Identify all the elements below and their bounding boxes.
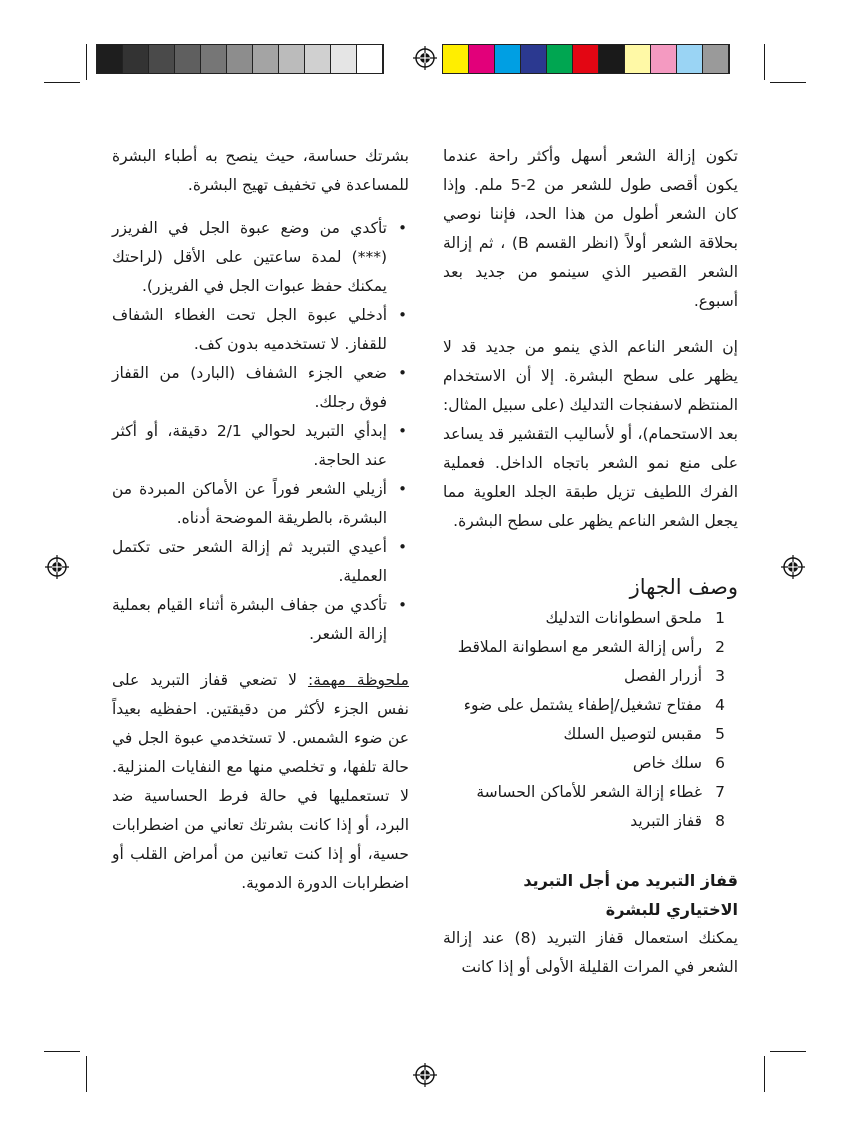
color-swatch xyxy=(677,45,703,73)
registration-mark-top-icon xyxy=(413,46,437,70)
continuation-paragraph: بشرتك حساسة، حيث ينصح به أطباء البشرة للمساعدة في تخفيف تهيج البشرة. xyxy=(112,147,409,194)
color-swatch xyxy=(547,45,573,73)
color-swatch xyxy=(573,45,599,73)
color-swatch xyxy=(521,45,547,73)
intro-paragraph: تكون إزالة الشعر أسهل وأكثر راحة عندما يكون أقصى طول للشعر من 2-5 ملم. وإذا كان الشعر أطول من هذا الحد، فإننا نوصي بحلاقة الشعر أولاً (انظر القسم B) ، ثم إزالة الشعر القصير الذي سينمو من جديد بعد أسبوع. xyxy=(443,147,739,310)
bullet-icon: • xyxy=(398,422,407,440)
cooling-glove-heading-line1: قفاز التبريد من أجل التبريد xyxy=(523,871,738,890)
trim-mark-top-right-v xyxy=(764,44,765,80)
cooling-step: • أعيدي التبريد ثم إزالة الشعر حتى تكتمل العملية. xyxy=(112,533,409,591)
trim-mark-top-left-h xyxy=(44,82,80,83)
parts-list-item: 1 ملحق اسطوانات التدليك xyxy=(545,609,725,627)
color-swatch xyxy=(443,45,469,73)
parts-list-item: 7 غطاء إزالة الشعر للأماكن الحساسة xyxy=(476,783,725,801)
trim-mark-bottom-right-v xyxy=(764,1056,765,1092)
color-swatch xyxy=(149,45,175,73)
color-swatch xyxy=(97,45,123,73)
cooling-glove-paragraph: يمكنك استعمال قفاز التبريد (8) عند إزالة الشعر في المرات القليلة الأولى أو إذا كانت xyxy=(443,929,738,976)
parts-list-item: 8 قفاز التبريد xyxy=(630,812,725,830)
trim-mark-top-left-v xyxy=(86,44,87,80)
registration-mark-left-icon xyxy=(45,555,69,579)
ingrown-hair-paragraph: إن الشعر الناعم الذي ينمو من جديد قد لا يظهر على سطح البشرة. إلا أن الاستخدام المنتظم لاسفنجات التدليك (على سبيل المثال: بعد الاستحمام)، أو لأساليب التقشير قد يساعد على منع نمو الشعر باتجاه الداخل. فعملية الفرك اللطيف تزيل طبقة الجلد العلوية مما يجعل الشعر الناعم يظهر على سطح البشرة. xyxy=(443,338,738,530)
cooling-steps-list xyxy=(112,214,409,649)
cooling-step: • تأكدي من جفاف البشرة أثناء القيام بعملية إزالة الشعر. xyxy=(112,591,409,649)
cooling-step: • تأكدي من وضع عبوة الجل في الفريزر (***) لمدة ساعتين على الأقل (لراحتك يمكنك حفظ عبوات الجل في الفريزر). xyxy=(112,214,409,301)
device-description-heading: وصف الجهاز xyxy=(629,575,738,599)
color-swatch xyxy=(201,45,227,73)
trim-mark-top-right-h xyxy=(770,82,806,83)
color-swatch xyxy=(599,45,625,73)
color-swatch xyxy=(175,45,201,73)
bullet-icon: • xyxy=(398,538,407,556)
right-column xyxy=(443,142,738,982)
left-column xyxy=(112,142,409,898)
grayscale-color-bar xyxy=(96,44,384,74)
cooling-glove-heading-line2: الاختياري للبشرة xyxy=(605,900,738,919)
registration-mark-bottom-icon xyxy=(413,1063,437,1087)
color-swatch xyxy=(279,45,305,73)
parts-list xyxy=(443,604,738,836)
color-swatch xyxy=(331,45,357,73)
color-swatch xyxy=(625,45,651,73)
bullet-icon: • xyxy=(398,364,407,382)
trim-mark-bottom-right-h xyxy=(770,1051,806,1052)
important-note-text: لا تضعي قفاز التبريد على نفس الجزء لأكثر من دقيقتين. احفظيه بعيداً عن ضوء الشمس. لا تستخدمي عبوة الجل في حالة تلفها، و تخلصي منها مع النفايات المنزلية. لا تستعمليها في حالة فرط الحساسية ضد البرد، أو إذا كانت بشرتك تعاني من اضطرابات حسية، أو إذا كنت تعانين من أمراض القلب أو اضطرابات الدورة الدموية. xyxy=(112,671,409,892)
color-swatch xyxy=(357,45,383,73)
registration-mark-right-icon xyxy=(781,555,805,579)
trim-mark-bottom-left-v xyxy=(86,1056,87,1092)
bullet-icon: • xyxy=(398,306,407,324)
color-swatch xyxy=(469,45,495,73)
cooling-step: • أزيلي الشعر فوراً عن الأماكن المبردة من البشرة، بالطريقة الموضحة أدناه. xyxy=(112,475,409,533)
parts-list-item: 3 أزرار الفصل xyxy=(623,667,725,685)
trim-mark-bottom-left-h xyxy=(44,1051,80,1052)
cooling-step: • أدخلي عبوة الجل تحت الغطاء الشفاف للقفاز. لا تستخدميه بدون كف. xyxy=(112,301,409,359)
parts-list-item: 4 مفتاح تشغيل/إطفاء يشتمل على ضوء xyxy=(463,696,725,714)
parts-list-item: 2 رأس إزالة الشعر مع اسطوانة الملاقط xyxy=(457,638,725,656)
process-color-bar xyxy=(442,44,730,74)
bullet-icon: • xyxy=(398,596,407,614)
cooling-step: • إبدأي التبريد لحوالي 2/1 دقيقة، أو أكثر عند الحاجة. xyxy=(112,417,409,475)
bullet-icon: • xyxy=(398,480,407,498)
color-swatch xyxy=(123,45,149,73)
bullet-icon: • xyxy=(398,219,407,237)
color-swatch xyxy=(227,45,253,73)
color-swatch xyxy=(305,45,331,73)
color-swatch xyxy=(253,45,279,73)
important-note xyxy=(112,666,409,898)
cooling-step: • ضعي الجزء الشفاف (البارد) من القفاز فوق رجلك. xyxy=(112,359,409,417)
parts-list-item: 5 مقبس لتوصيل السلك xyxy=(563,725,725,743)
parts-list-item: 6 سلك خاص xyxy=(632,754,725,772)
color-swatch xyxy=(495,45,521,73)
color-swatch xyxy=(703,45,729,73)
color-swatch xyxy=(651,45,677,73)
important-note-label: ملحوظة مهمة: xyxy=(307,671,409,689)
